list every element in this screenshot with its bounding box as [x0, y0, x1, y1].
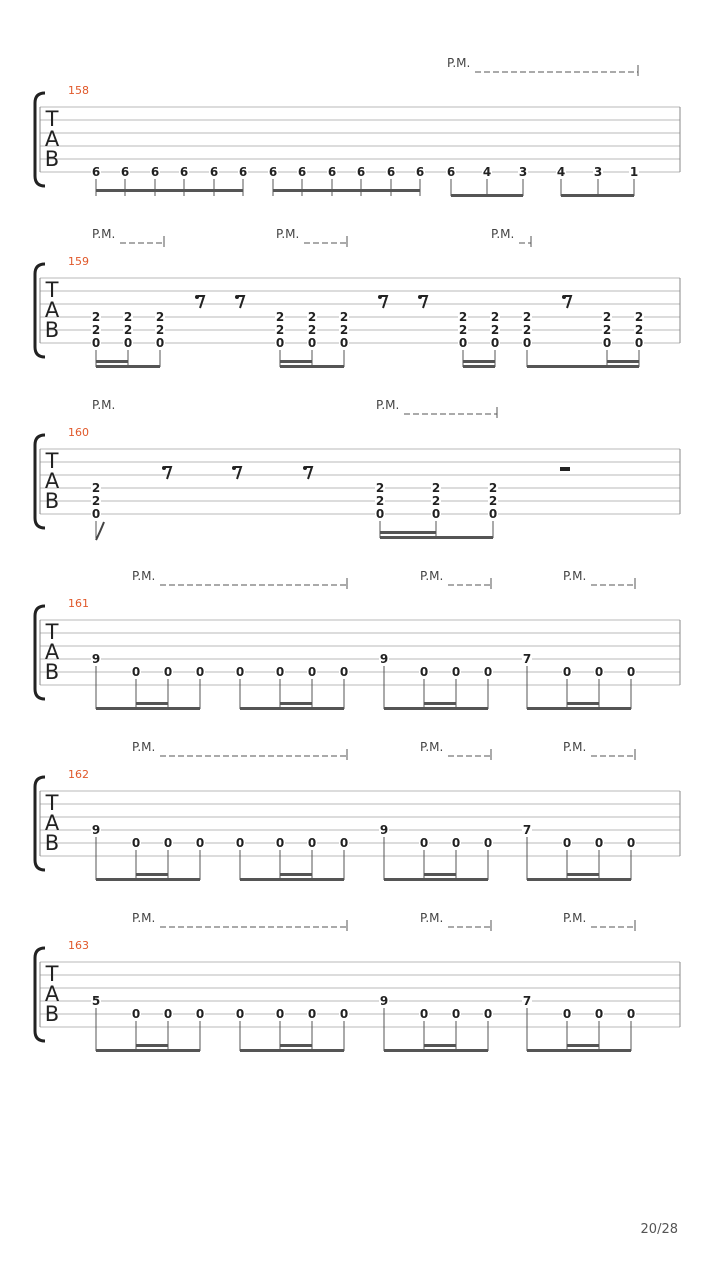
fret-number: 2 [522, 310, 532, 324]
fret-number: 0 [131, 665, 141, 679]
tab-system-163 [35, 911, 680, 1052]
eighth-rest [421, 296, 427, 308]
beam [384, 878, 488, 881]
beam [384, 1049, 488, 1052]
beam [424, 873, 456, 876]
eighth-rest-dot [195, 295, 199, 299]
eighth-rest [238, 296, 244, 308]
fret-number: 0 [163, 665, 173, 679]
fret-number: 2 [458, 323, 468, 337]
eighth-rest [235, 467, 241, 479]
palm-mute-label: P.M. [376, 398, 400, 412]
fret-number: 0 [562, 1007, 572, 1021]
fret-number: 0 [490, 336, 500, 350]
fret-number: 0 [131, 836, 141, 850]
tab-clef-letter: A [44, 640, 60, 664]
fret-number: 2 [91, 323, 101, 337]
fret-number: 0 [339, 1007, 349, 1021]
palm-mute-label: P.M. [92, 398, 116, 412]
beam [380, 531, 436, 534]
fret-number: 7 [522, 823, 532, 837]
fret-number: 9 [91, 652, 101, 666]
fret-number: 6 [415, 165, 425, 179]
fret-number: 0 [339, 336, 349, 350]
measure-number: 160 [68, 426, 89, 439]
fret-number: 0 [195, 665, 205, 679]
fret-number: 0 [339, 836, 349, 850]
fret-number: 0 [488, 507, 498, 521]
measure-number: 163 [68, 939, 89, 952]
fret-number: 6 [356, 165, 366, 179]
beam [567, 702, 599, 705]
beam [463, 365, 495, 368]
beam [527, 1049, 631, 1052]
fret-number: 0 [451, 665, 461, 679]
fret-number: 4 [482, 165, 492, 179]
fret-number: 2 [155, 310, 165, 324]
fret-number: 0 [235, 665, 245, 679]
fret-number: 0 [235, 1007, 245, 1021]
tab-clef-letter: B [44, 147, 60, 171]
tab-system-160 [35, 398, 680, 540]
tab-clef-letter: B [44, 660, 60, 684]
measure-number: 158 [68, 84, 89, 97]
fret-number: 0 [91, 336, 101, 350]
beam [527, 707, 631, 710]
tab-clef-letter: A [44, 469, 60, 493]
beam [96, 707, 200, 710]
fret-number: 2 [155, 323, 165, 337]
tab-clef-letter: T [45, 107, 59, 131]
fret-number: 2 [275, 310, 285, 324]
fret-number: 6 [327, 165, 337, 179]
measure-number: 159 [68, 255, 89, 268]
fret-number: 6 [209, 165, 219, 179]
palm-mute-label: P.M. [447, 56, 471, 70]
fret-number: 7 [522, 994, 532, 1008]
eighth-rest [306, 467, 312, 479]
half-rest [560, 467, 570, 471]
fret-number: 0 [339, 665, 349, 679]
palm-mute-label: P.M. [420, 569, 444, 583]
fret-number: 5 [91, 994, 101, 1008]
beam [567, 1044, 599, 1047]
beam [96, 360, 128, 363]
fret-number: 2 [522, 323, 532, 337]
fret-number: 2 [458, 310, 468, 324]
palm-mute-label: P.M. [132, 740, 156, 754]
palm-mute-label: P.M. [491, 227, 515, 241]
fret-number: 0 [483, 665, 493, 679]
fret-number: 1 [629, 165, 639, 179]
beam [567, 873, 599, 876]
tab-clef-letter: A [44, 982, 60, 1006]
beam [527, 365, 639, 368]
tab-system-159 [35, 227, 680, 368]
palm-mute-label: P.M. [132, 569, 156, 583]
fret-number: 2 [490, 310, 500, 324]
beam [280, 360, 312, 363]
fret-number: 6 [297, 165, 307, 179]
beam [136, 1044, 168, 1047]
fret-number: 2 [634, 323, 644, 337]
fret-number: 0 [594, 836, 604, 850]
fret-number: 2 [91, 310, 101, 324]
fret-number: 9 [379, 994, 389, 1008]
fret-number: 0 [91, 507, 101, 521]
fret-number: 6 [120, 165, 130, 179]
fret-number: 0 [275, 665, 285, 679]
fret-number: 9 [379, 823, 389, 837]
fret-number: 3 [593, 165, 603, 179]
eighth-rest-dot [235, 295, 239, 299]
eighth-rest [381, 296, 387, 308]
fret-number: 2 [123, 310, 133, 324]
beam [240, 707, 344, 710]
palm-mute-label: P.M. [132, 911, 156, 925]
fret-number: 0 [123, 336, 133, 350]
fret-number: 0 [307, 336, 317, 350]
fret-number: 0 [458, 336, 468, 350]
fret-number: 0 [419, 665, 429, 679]
beam [280, 365, 344, 368]
tab-clef-letter: B [44, 1002, 60, 1026]
tab-clef-letter: T [45, 278, 59, 302]
fret-number: 2 [634, 310, 644, 324]
fret-number: 0 [451, 836, 461, 850]
palm-mute-label: P.M. [563, 911, 587, 925]
tab-clef-letter: B [44, 318, 60, 342]
tab-system-162 [35, 740, 680, 881]
fret-number: 0 [235, 836, 245, 850]
page-number: 20/28 [640, 1222, 678, 1237]
tab-clef-letter: A [44, 298, 60, 322]
beam [240, 1049, 344, 1052]
fret-number: 0 [562, 665, 572, 679]
palm-mute-label: P.M. [563, 740, 587, 754]
beam [384, 707, 488, 710]
beam [280, 1044, 312, 1047]
fret-number: 0 [275, 836, 285, 850]
fret-number: 2 [431, 494, 441, 508]
fret-number: 0 [634, 336, 644, 350]
fret-number: 2 [275, 323, 285, 337]
beam [136, 873, 168, 876]
fret-number: 4 [556, 165, 566, 179]
tab-clef-letter: A [44, 811, 60, 835]
tab-clef-letter: T [45, 962, 59, 986]
fret-number: 6 [446, 165, 456, 179]
fret-number: 0 [307, 836, 317, 850]
beam [280, 702, 312, 705]
eighth-rest [198, 296, 204, 308]
fret-number: 0 [562, 836, 572, 850]
tab-clef-letter: T [45, 449, 59, 473]
fret-number: 2 [375, 494, 385, 508]
fret-number: 0 [275, 336, 285, 350]
palm-mute-label: P.M. [92, 227, 116, 241]
eighth-rest-dot [162, 466, 166, 470]
fret-number: 9 [379, 652, 389, 666]
fret-number: 9 [91, 823, 101, 837]
fret-number: 0 [431, 507, 441, 521]
beam [463, 360, 495, 363]
fret-number: 2 [602, 323, 612, 337]
fret-number: 2 [91, 481, 101, 495]
fret-number: 0 [275, 1007, 285, 1021]
fret-number: 2 [307, 310, 317, 324]
fret-number: 6 [179, 165, 189, 179]
palm-mute-label: P.M. [420, 740, 444, 754]
beam [380, 536, 493, 539]
fret-number: 0 [163, 836, 173, 850]
palm-mute-label: P.M. [563, 569, 587, 583]
tab-clef-letter: T [45, 620, 59, 644]
eighth-rest [165, 467, 171, 479]
fret-number: 2 [488, 481, 498, 495]
eighth-rest-dot [418, 295, 422, 299]
fret-number: 0 [626, 836, 636, 850]
fret-number: 2 [307, 323, 317, 337]
fret-number: 0 [594, 665, 604, 679]
fret-number: 2 [488, 494, 498, 508]
fret-number: 6 [238, 165, 248, 179]
beam [240, 878, 344, 881]
beam [96, 189, 243, 192]
measure-number: 162 [68, 768, 89, 781]
fret-number: 2 [123, 323, 133, 337]
fret-number: 2 [602, 310, 612, 324]
fret-number: 0 [602, 336, 612, 350]
beam [561, 194, 634, 197]
fret-number: 2 [431, 481, 441, 495]
fret-number: 6 [91, 165, 101, 179]
fret-number: 7 [522, 652, 532, 666]
fret-number: 6 [386, 165, 396, 179]
eighth-rest-dot [303, 466, 307, 470]
beam [451, 194, 523, 197]
fret-number: 2 [339, 310, 349, 324]
tab-clef-letter: B [44, 831, 60, 855]
fret-number: 6 [268, 165, 278, 179]
palm-mute-label: P.M. [420, 911, 444, 925]
fret-number: 6 [150, 165, 160, 179]
beam [424, 1044, 456, 1047]
fret-number: 0 [375, 507, 385, 521]
fret-number: 0 [483, 836, 493, 850]
fret-number: 0 [131, 1007, 141, 1021]
fret-number: 3 [518, 165, 528, 179]
fret-number: 0 [522, 336, 532, 350]
tab-clef-letter: A [44, 127, 60, 151]
fret-number: 2 [91, 494, 101, 508]
fret-number: 0 [155, 336, 165, 350]
beam [273, 189, 420, 192]
fret-number: 0 [419, 1007, 429, 1021]
beam [136, 702, 168, 705]
fret-number: 0 [307, 1007, 317, 1021]
beam [424, 702, 456, 705]
eighth-rest-dot [378, 295, 382, 299]
fret-number: 0 [594, 1007, 604, 1021]
measure-number: 161 [68, 597, 89, 610]
fret-number: 0 [195, 836, 205, 850]
eighth-rest [565, 296, 571, 308]
tab-clef-letter: T [45, 791, 59, 815]
fret-number: 0 [483, 1007, 493, 1021]
fret-number: 2 [375, 481, 385, 495]
fret-number: 0 [163, 1007, 173, 1021]
beam [96, 878, 200, 881]
fret-number: 0 [195, 1007, 205, 1021]
beam [96, 1049, 200, 1052]
fret-number: 0 [626, 1007, 636, 1021]
fret-number: 2 [339, 323, 349, 337]
beam [280, 873, 312, 876]
palm-mute-label: P.M. [276, 227, 300, 241]
tab-clef-letter: B [44, 489, 60, 513]
eighth-rest-dot [562, 295, 566, 299]
fret-number: 0 [307, 665, 317, 679]
fret-number: 2 [490, 323, 500, 337]
beam [607, 360, 639, 363]
fret-number: 0 [626, 665, 636, 679]
fret-number: 0 [451, 1007, 461, 1021]
tie-arc [96, 522, 104, 540]
tab-system-161 [35, 569, 680, 710]
tab-system-158 [35, 56, 680, 197]
fret-number: 0 [419, 836, 429, 850]
beam [96, 365, 160, 368]
eighth-rest-dot [232, 466, 236, 470]
beam [527, 878, 631, 881]
